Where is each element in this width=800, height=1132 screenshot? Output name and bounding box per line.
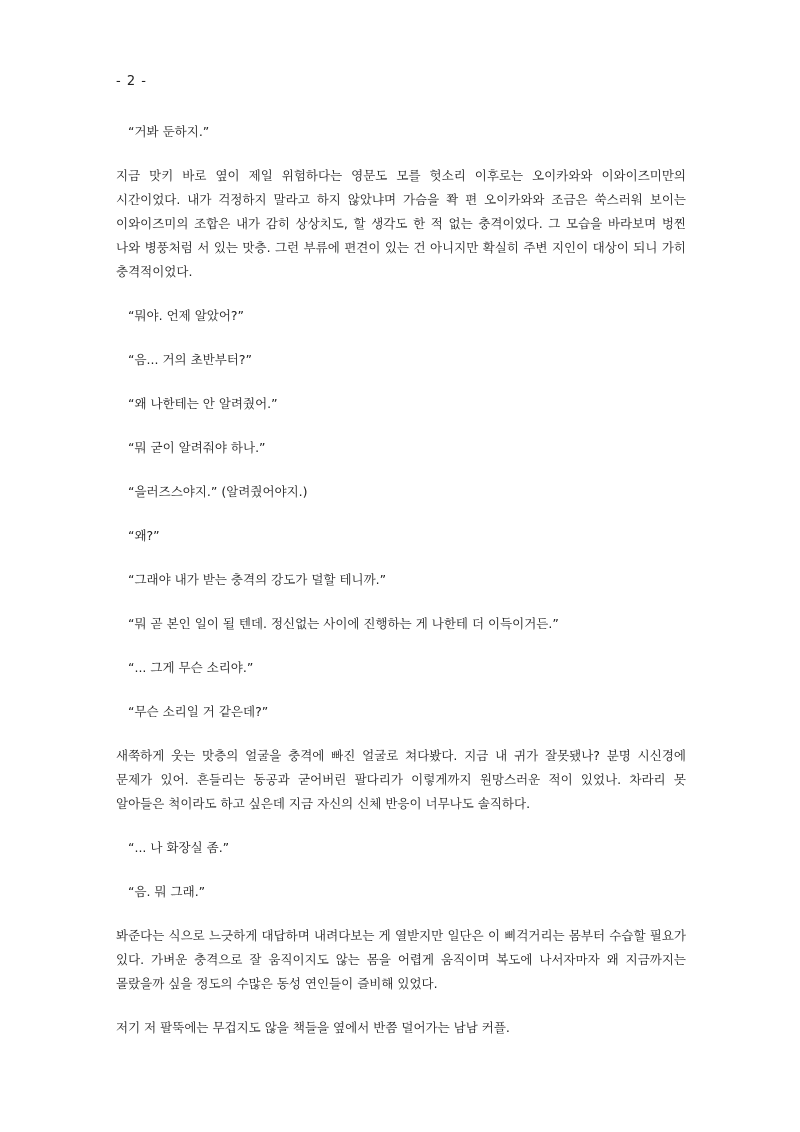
dialogue-line: “뭐야. 언제 알았어?” (128, 308, 245, 323)
dialogue-line: “... 나 화장실 좀.” (128, 840, 230, 855)
dialogue-line: “을러즈스야지.” (알려줬어야지.) (128, 484, 308, 499)
narration-paragraph: 새쭉하게 웃는 맛층의 얼굴을 충격에 빠진 얼굴로 쳐다봤다. 지금 내 귀가 잘못됐나? 분명 시신경에 문제가 있어. 흔들리는 동공과 굳어버린 팔다리가 이렇게까지 원망스러운 적이 있었나. 차라리 못 알아들은 척이라도 하고 싶은데 지금 자신의 신체 반응이 너무나도 솔직하다. (116, 748, 686, 811)
dialogue-line: “왜 나한테는 안 알려줬어.” (128, 396, 278, 411)
narration-paragraph: 봐준다는 식으로 느긋하게 대답하며 내려다보는 게 열받지만 일단은 이 삐걱거리는 몸부터 수습할 필요가 있다. 가벼운 충격으로 잘 움직이지도 않는 몸을 어렵게 움직이며 복도에 나서자마자 왜 지금까지는 몰랐을까 싶을 정도의 수많은 동성 연인들이 즐비해 있었다. (116, 928, 686, 991)
dialogue-line: “음... 거의 초반부터?” (128, 352, 252, 367)
dialogue-line: “... 그게 무슨 소리야.” (128, 660, 254, 675)
narration-paragraph: 저기 저 팔뚝에는 무겁지도 않을 책들을 옆에서 반쯤 덜어가는 남남 커플. (116, 1020, 510, 1035)
dialogue-line: “뭐 곧 본인 일이 될 텐데. 정신없는 사이에 진행하는 게 나한테 더 이득이거든.” (128, 616, 559, 631)
dialogue-line: “음. 뭐 그래.” (128, 884, 206, 899)
narration-paragraph: 지금 맛키 바로 옆이 제일 위험하다는 영문도 모를 헛소리 이후로는 오이카와와 이와이즈미만의 시간이었다. 내가 걱정하지 말라고 하지 않았냐며 가슴을 쫙 편 오이카와와 조금은 쑥스러워 보이는 이와이즈미의 조합은 내가 감히 상상치도, 할 생각도 한 적 없는 충격이었다. 그 모습을 바라보며 벙찐 나와 병풍처럼 서 있는 맛층. 그런 부류에 편견이 있는 건 아니지만 확실히 주변 지인이 대상이 되니 가히 충격적이었다. (116, 168, 686, 279)
dialogue-line: “왜?” (128, 528, 160, 543)
dialogue-line: “거봐 둔하지.” (128, 124, 210, 139)
dialogue-line: “그래야 내가 받는 충격의 강도가 덜할 테니까.” (128, 572, 387, 587)
dialogue-line: “무슨 소리일 거 같은데?” (128, 704, 269, 719)
page-number: - 2 - (116, 74, 147, 89)
document-body (116, 120, 686, 1060)
dialogue-line: “뭐 굳이 알려줘야 하나.” (128, 440, 266, 455)
